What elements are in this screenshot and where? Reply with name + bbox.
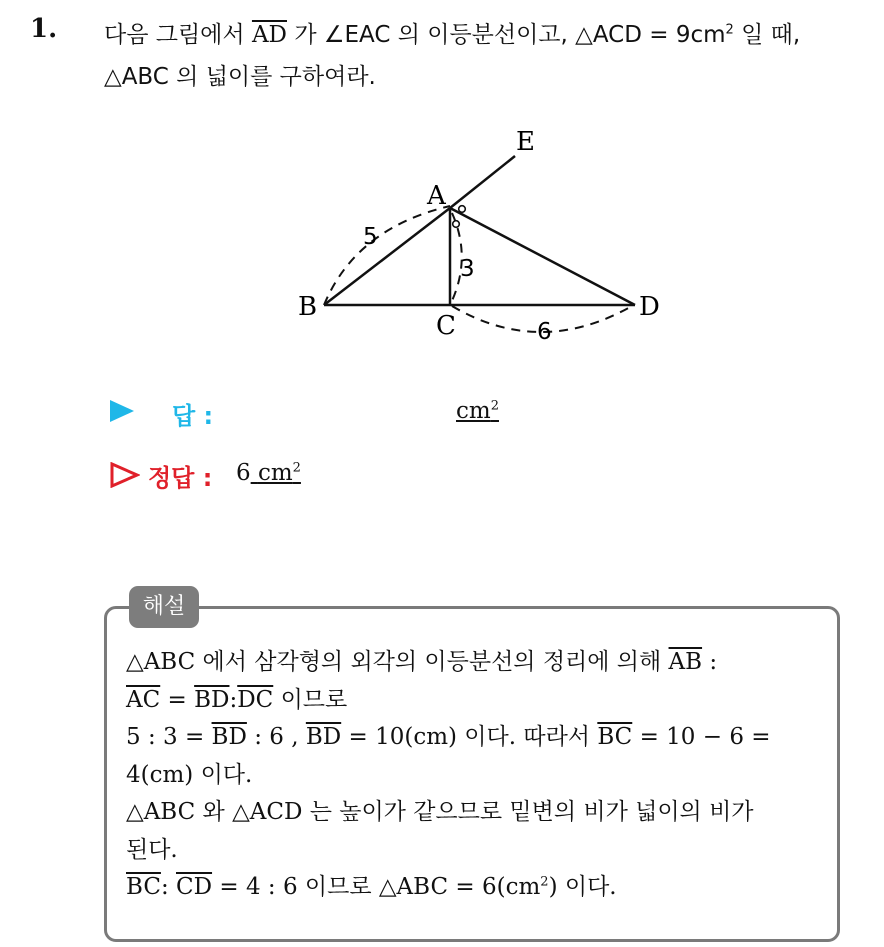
- solution-l2-post: 이므로: [280, 686, 348, 713]
- correct-number: 6: [236, 460, 251, 486]
- solution-line-6: 된다.: [126, 836, 178, 863]
- solution-line-1: [126, 644, 826, 682]
- outline-triangle-icon: [110, 462, 140, 488]
- correct-unit: $cm^2$: [257, 460, 301, 486]
- segment-ac-text: $\overline{AC}$: [126, 686, 161, 713]
- label-c: C: [436, 311, 456, 341]
- label-a: A: [427, 181, 446, 211]
- solution-l7-exponent: 2: [540, 874, 549, 890]
- correct-value: [236, 460, 301, 486]
- segment-ab-text: $\overline{AB}$: [668, 649, 703, 675]
- label-d: D: [639, 292, 660, 322]
- question-line-1: [104, 14, 874, 56]
- segment-cd-text: $\overline{CD}$: [176, 874, 213, 900]
- solution-l7-post: ) 이다.: [548, 874, 617, 900]
- label-b: B: [298, 292, 318, 322]
- angle-mark-1: [459, 206, 466, 213]
- solution-l3-mid: : 6 ,: [254, 724, 299, 750]
- label-e: E: [516, 127, 535, 157]
- triangle-figure: [290, 118, 680, 358]
- solution-line-5: △ABC 와 △ACD 는 높이가 같으므로 밑변의 비가 넓이의 비가: [126, 799, 754, 825]
- solution-line-7: [126, 869, 826, 907]
- solution-l2-colon: :: [229, 686, 238, 713]
- solution-line-4: 4(cm) 이다.: [126, 761, 253, 788]
- solution-l1-text: △ABC 에서 삼각형의 외각의 이등분선의 정리에 의해: [126, 649, 662, 675]
- question-line1-mid: 가 ∠EAC 의 이등분선이고, △ACD = 9cm: [294, 22, 726, 48]
- question-text: [104, 14, 874, 98]
- segment-bc-text-2: $\overline{BC}$: [126, 874, 161, 900]
- solution-l3-pre: 5 : 3 =: [126, 724, 205, 750]
- segment-ad: $\overline{AD}$: [251, 22, 287, 48]
- answer-input[interactable]: [456, 398, 499, 424]
- length-ab: 5: [363, 224, 378, 250]
- angle-mark-2: [453, 221, 460, 228]
- question-line-2: △ABC 의 넓이를 구하여라.: [104, 64, 376, 90]
- answer-exponent: 2: [490, 398, 499, 414]
- solution-tab: 해설: [129, 586, 199, 628]
- solution-body: [126, 644, 826, 907]
- ray-ae: [450, 156, 515, 208]
- play-triangle-icon: [110, 400, 134, 422]
- solution-line-2: [126, 682, 826, 720]
- correct-label: 정답 :: [148, 464, 213, 492]
- correct-answer-row: [110, 458, 530, 492]
- segment-ad-line: [450, 208, 635, 305]
- length-cd: 6: [537, 319, 552, 345]
- length-ac: 3: [460, 256, 475, 282]
- solution-l3-mid2: = 10(cm) 이다. 따라서: [348, 724, 591, 750]
- answer-row: [110, 396, 530, 430]
- solution-l2-eq: =: [167, 686, 187, 713]
- segment-ab: [324, 208, 450, 305]
- segment-dc-text: $\overline{DC}$: [237, 686, 274, 713]
- solution-l1-colon: :: [709, 649, 718, 675]
- exponent: 2: [725, 22, 734, 38]
- answer-unit: cm: [456, 398, 491, 424]
- segment-bc-text: $\overline{BC}$: [597, 724, 633, 750]
- solution-l3-post: = 10 − 6 =: [639, 724, 771, 750]
- segment-bd-text: $\overline{BD}$: [194, 686, 230, 713]
- answer-label: 답 :: [172, 402, 214, 430]
- solution-line-3: [126, 719, 826, 757]
- solution-l7-mid: = 4 : 6 이므로 △ABC = 6(cm: [219, 874, 541, 900]
- question-line1-post: 일 때,: [741, 22, 801, 48]
- segment-bd-text-3: $\overline{BD}$: [305, 724, 342, 750]
- problem-number: 1.: [30, 14, 58, 44]
- segment-bd-text-2: $\overline{BD}$: [211, 724, 247, 750]
- correct-exponent: 2: [292, 460, 301, 476]
- question-line1-pre: 다음 그림에서: [104, 22, 245, 48]
- solution-l7-colon: :: [160, 874, 169, 900]
